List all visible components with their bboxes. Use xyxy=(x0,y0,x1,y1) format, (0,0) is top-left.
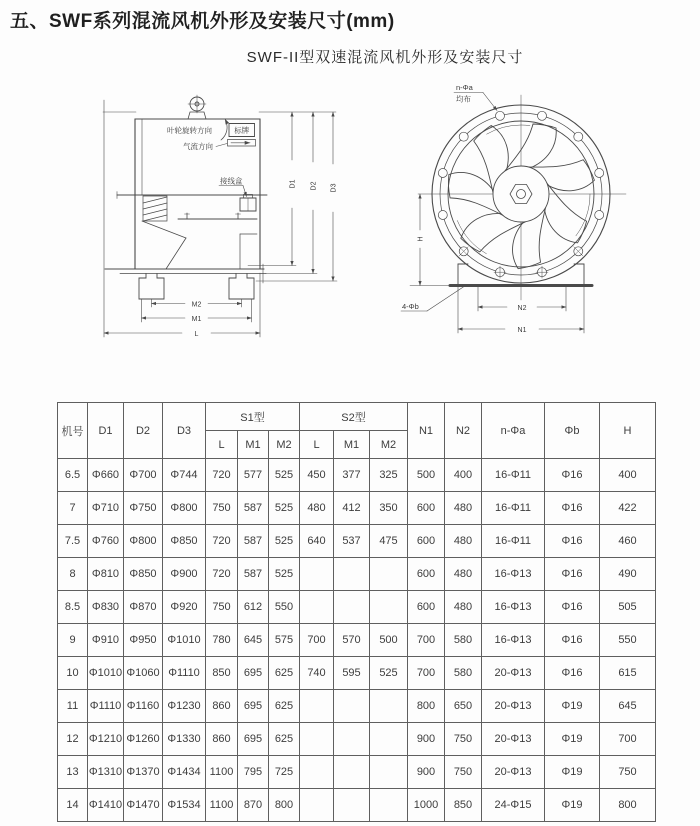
table-cell: 900 xyxy=(408,723,445,756)
table-cell: 580 xyxy=(445,624,482,657)
junction-box xyxy=(240,195,256,212)
front-view-drawing xyxy=(401,83,626,334)
table-cell: Φ1210 xyxy=(88,723,124,756)
table-cell: Φ900 xyxy=(163,558,206,591)
table-cell: 505 xyxy=(600,591,656,624)
table-row xyxy=(58,789,656,822)
table-cell: Φ750 xyxy=(124,492,163,525)
table-cell: 720 xyxy=(206,558,238,591)
table-cell: Φ19 xyxy=(545,756,600,789)
mounting-foot xyxy=(229,274,254,300)
dimension-h xyxy=(410,194,452,286)
table-cell xyxy=(370,756,408,789)
table-cell: 500 xyxy=(370,624,408,657)
table-cell: 870 xyxy=(238,789,269,822)
side-view-drawing xyxy=(103,95,338,338)
table-cell: Φ16 xyxy=(545,525,600,558)
table-cell: 525 xyxy=(269,558,300,591)
table-cell xyxy=(300,723,334,756)
table-cell: 645 xyxy=(238,624,269,657)
table-cell: Φ1260 xyxy=(124,723,163,756)
table-cell xyxy=(370,789,408,822)
table-cell: 612 xyxy=(238,591,269,624)
dim-n1-label: N1 xyxy=(517,327,527,334)
table-cell: 480 xyxy=(300,492,334,525)
dimension-l xyxy=(104,273,260,338)
table-cell: 860 xyxy=(206,723,238,756)
base-hole-label: 4-Φb xyxy=(402,302,419,311)
table-cell: Φ800 xyxy=(124,525,163,558)
table-row xyxy=(58,558,656,591)
rotation-arrow-icon xyxy=(221,119,227,140)
table-cell: 20-Φ13 xyxy=(482,657,545,690)
table-cell: Φ1160 xyxy=(124,690,163,723)
table-cell: 800 xyxy=(408,690,445,723)
table-cell: 480 xyxy=(445,492,482,525)
table-cell: 750 xyxy=(600,756,656,789)
table-cell: Φ830 xyxy=(88,591,124,624)
col-header-model: 机号 xyxy=(58,403,88,459)
table-cell: 16-Φ11 xyxy=(482,492,545,525)
table-cell xyxy=(370,591,408,624)
table-cell: Φ710 xyxy=(88,492,124,525)
table-cell: 570 xyxy=(334,624,370,657)
dimension-table xyxy=(57,402,656,822)
dim-n2-label: N2 xyxy=(517,305,527,312)
table-cell xyxy=(300,558,334,591)
table-cell: Φ1230 xyxy=(163,690,206,723)
table-cell: Φ744 xyxy=(163,459,206,492)
table-cell xyxy=(334,690,370,723)
table-cell: 525 xyxy=(269,459,300,492)
table-cell: 600 xyxy=(408,525,445,558)
col-group-s2: S2型 xyxy=(300,403,408,431)
table-cell: 377 xyxy=(334,459,370,492)
table-cell: 1000 xyxy=(408,789,445,822)
col-header-s1-m1: M1 xyxy=(238,431,269,459)
spec-table-body xyxy=(58,459,656,822)
table-cell: 695 xyxy=(238,690,269,723)
bolt-note-label: n-Φa xyxy=(456,83,473,92)
table-cell: Φ660 xyxy=(88,459,124,492)
table-cell: Φ1010 xyxy=(88,657,124,690)
table-cell: 750 xyxy=(206,492,238,525)
table-cell: Φ800 xyxy=(163,492,206,525)
table-cell xyxy=(334,789,370,822)
table-cell xyxy=(370,690,408,723)
eyebolt-icon xyxy=(188,95,206,119)
table-cell: 800 xyxy=(600,789,656,822)
table-cell: 587 xyxy=(238,525,269,558)
table-cell: Φ1330 xyxy=(163,723,206,756)
dim-d1-label: D1 xyxy=(289,179,297,189)
table-cell: 577 xyxy=(238,459,269,492)
col-header-s2-m1: M1 xyxy=(334,431,370,459)
table-cell: 900 xyxy=(408,756,445,789)
rotation-direction-label: 叶轮旋转方向 xyxy=(167,126,212,135)
table-cell: 700 xyxy=(300,624,334,657)
table-cell: Φ1470 xyxy=(124,789,163,822)
table-cell: 795 xyxy=(238,756,269,789)
dim-m1-label: M1 xyxy=(191,316,202,323)
table-cell xyxy=(334,723,370,756)
table-cell: 20-Φ13 xyxy=(482,690,545,723)
table-cell: 480 xyxy=(445,525,482,558)
table-cell xyxy=(370,558,408,591)
table-row xyxy=(58,492,656,525)
table-cell: 740 xyxy=(300,657,334,690)
table-cell: 645 xyxy=(600,690,656,723)
dim-d3-label: D3 xyxy=(330,183,338,193)
table-cell: 695 xyxy=(238,723,269,756)
col-header-d2: D2 xyxy=(124,403,163,459)
table-cell: 650 xyxy=(445,690,482,723)
table-cell: 8.5 xyxy=(58,591,88,624)
table-cell: 700 xyxy=(408,657,445,690)
table-cell: Φ16 xyxy=(545,624,600,657)
table-cell: 1100 xyxy=(206,789,238,822)
table-cell: Φ920 xyxy=(163,591,206,624)
table-cell: 12 xyxy=(58,723,88,756)
col-header-d1: D1 xyxy=(88,403,124,459)
table-cell: 700 xyxy=(600,723,656,756)
dimension-d1 xyxy=(248,112,297,266)
table-cell: 780 xyxy=(206,624,238,657)
table-cell: 13 xyxy=(58,756,88,789)
table-cell: Φ850 xyxy=(124,558,163,591)
table-cell: 750 xyxy=(445,756,482,789)
airflow-label: 气流方向 xyxy=(183,142,213,151)
table-cell: 16-Φ13 xyxy=(482,558,545,591)
page-title: 五、SWF系列混流风机外形及安装尺寸(mm) xyxy=(10,11,395,32)
table-cell: 695 xyxy=(238,657,269,690)
table-cell: 850 xyxy=(206,657,238,690)
table-cell: 400 xyxy=(445,459,482,492)
table-row xyxy=(58,525,656,558)
table-cell: 550 xyxy=(269,591,300,624)
table-cell: 550 xyxy=(600,624,656,657)
table-cell xyxy=(334,591,370,624)
figure-subtitle: SWF-II型双速混流风机外形及安装尺寸 xyxy=(246,49,524,66)
table-cell xyxy=(300,789,334,822)
table-cell: 725 xyxy=(269,756,300,789)
table-cell xyxy=(370,723,408,756)
table-cell: Φ1110 xyxy=(88,690,124,723)
table-cell: Φ19 xyxy=(545,723,600,756)
dim-d2-label: D2 xyxy=(310,181,318,191)
table-cell: 700 xyxy=(408,624,445,657)
table-cell: 9 xyxy=(58,624,88,657)
table-cell: 525 xyxy=(269,492,300,525)
table-cell: 475 xyxy=(370,525,408,558)
table-cell: 720 xyxy=(206,459,238,492)
table-cell: Φ16 xyxy=(545,459,600,492)
table-cell: 600 xyxy=(408,558,445,591)
table-cell: 720 xyxy=(206,525,238,558)
flexible-joint-hatch xyxy=(143,196,167,221)
table-cell: 625 xyxy=(269,723,300,756)
table-cell: 20-Φ13 xyxy=(482,723,545,756)
table-cell: Φ16 xyxy=(545,558,600,591)
table-cell: 350 xyxy=(370,492,408,525)
col-header-d3: D3 xyxy=(163,403,206,459)
dim-m2-label: M2 xyxy=(191,301,202,309)
table-cell xyxy=(334,558,370,591)
dimension-d3 xyxy=(256,112,338,281)
table-cell: 8 xyxy=(58,558,88,591)
table-cell: 16-Φ13 xyxy=(482,591,545,624)
table-row xyxy=(58,459,656,492)
table-cell: Φ16 xyxy=(545,657,600,690)
table-cell: Φ870 xyxy=(124,591,163,624)
table-cell: 750 xyxy=(445,723,482,756)
table-cell: 580 xyxy=(445,657,482,690)
table-cell: 490 xyxy=(600,558,656,591)
table-cell: Φ760 xyxy=(88,525,124,558)
dim-h-label: H xyxy=(417,236,425,242)
col-header-n2: N2 xyxy=(445,403,482,459)
table-cell: 640 xyxy=(300,525,334,558)
table-cell: Φ1370 xyxy=(124,756,163,789)
table-cell: 480 xyxy=(445,558,482,591)
dim-l-label: L xyxy=(194,331,199,338)
table-cell: 537 xyxy=(334,525,370,558)
table-cell: 600 xyxy=(408,591,445,624)
table-cell: Φ1110 xyxy=(163,657,206,690)
table-cell: 7.5 xyxy=(58,525,88,558)
col-header-h: H xyxy=(600,403,656,459)
table-cell: 1100 xyxy=(206,756,238,789)
table-cell: 14 xyxy=(58,789,88,822)
table-cell: 16-Φ13 xyxy=(482,624,545,657)
table-cell: 6.5 xyxy=(58,459,88,492)
table-cell xyxy=(334,756,370,789)
table-cell: 600 xyxy=(408,492,445,525)
table-cell xyxy=(300,591,334,624)
table-cell: 595 xyxy=(334,657,370,690)
table-cell: 16-Φ11 xyxy=(482,525,545,558)
table-cell: 615 xyxy=(600,657,656,690)
table-cell: 400 xyxy=(600,459,656,492)
table-cell: 587 xyxy=(238,558,269,591)
col-header-phib: Φb xyxy=(545,403,600,459)
table-cell: 750 xyxy=(206,591,238,624)
table-cell: 625 xyxy=(269,657,300,690)
col-header-s2-m2: M2 xyxy=(370,431,408,459)
table-row xyxy=(58,591,656,624)
table-cell: 575 xyxy=(269,624,300,657)
base-hole-note xyxy=(401,287,464,312)
table-cell: 20-Φ13 xyxy=(482,756,545,789)
table-cell: Φ1410 xyxy=(88,789,124,822)
dimension-m2 xyxy=(152,299,242,309)
table-cell: 422 xyxy=(600,492,656,525)
table-cell: Φ1010 xyxy=(163,624,206,657)
table-cell xyxy=(300,756,334,789)
table-cell: 325 xyxy=(370,459,408,492)
col-header-na: n-Φa xyxy=(482,403,545,459)
table-cell xyxy=(300,690,334,723)
table-cell: Φ19 xyxy=(545,789,600,822)
table-cell: 625 xyxy=(269,690,300,723)
col-header-n1: N1 xyxy=(408,403,445,459)
table-cell: 500 xyxy=(408,459,445,492)
table-cell: Φ950 xyxy=(124,624,163,657)
nameplate-label: 标牌 xyxy=(234,125,250,135)
impeller-hub xyxy=(493,166,549,222)
table-cell: Φ700 xyxy=(124,459,163,492)
table-cell: 860 xyxy=(206,690,238,723)
table-cell: Φ810 xyxy=(88,558,124,591)
junction-box-label: 接线盒 xyxy=(220,176,243,186)
table-cell: Φ1534 xyxy=(163,789,206,822)
table-cell: 800 xyxy=(269,789,300,822)
table-cell: 587 xyxy=(238,492,269,525)
col-group-s1: S1型 xyxy=(206,403,300,431)
col-header-s1-m2: M2 xyxy=(269,431,300,459)
technical-drawings xyxy=(0,0,700,370)
col-header-s2-l: L xyxy=(300,431,334,459)
table-cell: Φ16 xyxy=(545,591,600,624)
table-row xyxy=(58,723,656,756)
table-cell: 16-Φ11 xyxy=(482,459,545,492)
table-cell: 412 xyxy=(334,492,370,525)
table-cell: Φ1434 xyxy=(163,756,206,789)
table-cell: 460 xyxy=(600,525,656,558)
table-cell: 10 xyxy=(58,657,88,690)
table-cell: 7 xyxy=(58,492,88,525)
table-cell: 450 xyxy=(300,459,334,492)
table-cell: 850 xyxy=(445,789,482,822)
bolt-note xyxy=(454,83,497,111)
table-row xyxy=(58,756,656,789)
table-cell: 525 xyxy=(370,657,408,690)
dimension-n2 xyxy=(478,287,566,312)
table-row xyxy=(58,624,656,657)
table-cell: Φ850 xyxy=(163,525,206,558)
table-cell: Φ1310 xyxy=(88,756,124,789)
mounting-foot xyxy=(139,274,164,300)
table-cell: Φ16 xyxy=(545,492,600,525)
table-row xyxy=(58,657,656,690)
bolt-note-label2: 均布 xyxy=(456,94,471,104)
col-header-s1-l: L xyxy=(206,431,238,459)
table-cell: 24-Φ15 xyxy=(482,789,545,822)
table-cell: 525 xyxy=(269,525,300,558)
table-cell: Φ910 xyxy=(88,624,124,657)
table-cell: 480 xyxy=(445,591,482,624)
table-cell: 11 xyxy=(58,690,88,723)
table-row xyxy=(58,690,656,723)
table-cell: Φ1060 xyxy=(124,657,163,690)
table-cell: Φ19 xyxy=(545,690,600,723)
